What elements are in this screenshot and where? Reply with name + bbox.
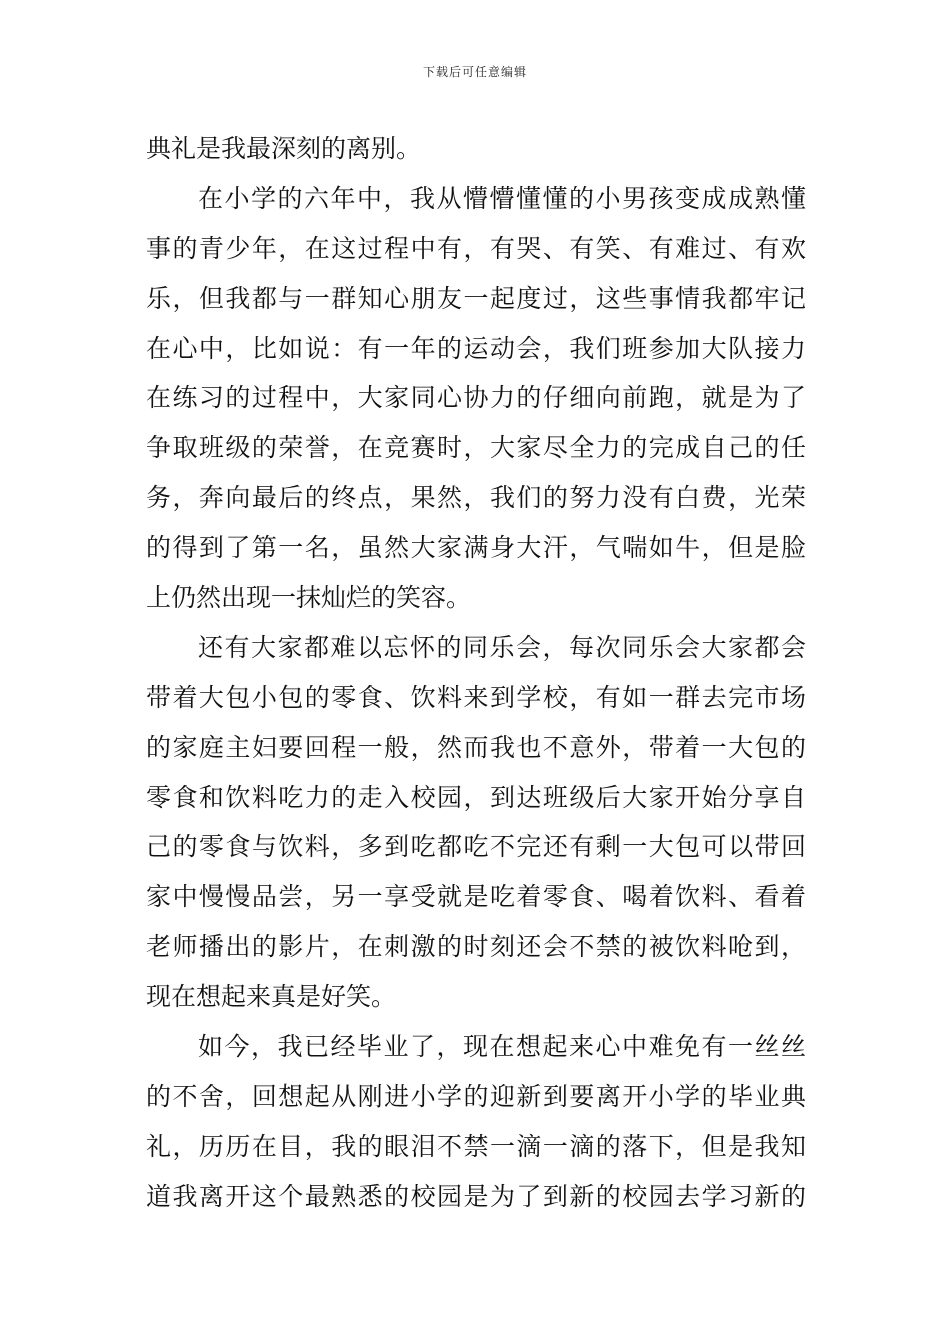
text-line: 还有大家都难以忘怀的同乐会，每次同乐会大家都会 — [198, 632, 806, 662]
text-line: 己的零食与饮料，多到吃都吃不完还有剩一大包可以带回 — [146, 832, 806, 862]
text-line: 在练习的过程中，大家同心协力的仔细向前跑，就是为了 — [146, 383, 806, 413]
text-line: 礼，历历在目，我的眼泪不禁一滴一滴的落下，但是我知 — [146, 1131, 806, 1161]
text-line: 如今，我已经毕业了，现在想起来心中难免有一丝丝 — [198, 1032, 806, 1062]
text-line: 在心中，比如说：有一年的运动会，我们班参加大队接力 — [146, 333, 806, 363]
text-line: 在小学的六年中，我从懵懵懂懂的小男孩变成成熟懂 — [198, 183, 806, 213]
text-line: 乐，但我都与一群知心朋友一起度过，这些事情我都牢记 — [146, 283, 806, 313]
text-line: 务，奔向最后的终点，果然，我们的努力没有白费，光荣 — [146, 483, 806, 513]
page-header: 下载后可任意编辑 — [422, 65, 527, 79]
text-line: 典礼是我最深刻的离别。 — [146, 134, 422, 163]
text-line: 带着大包小包的零食、饮料来到学校，有如一群去完市场 — [146, 682, 806, 712]
text-line: 道我离开这个最熟悉的校园是为了到新的校园去学习新的 — [146, 1181, 806, 1211]
text-line: 争取班级的荣誉，在竞赛时，大家尽全力的完成自己的任 — [146, 433, 806, 463]
text-line: 上仍然出现一抹灿烂的笑容。 — [146, 583, 472, 613]
text-line: 的不舍，回想起从刚进小学的迎新到要离开小学的毕业典 — [146, 1081, 806, 1111]
text-line: 事的青少年，在这过程中有，有哭、有笑、有难过、有欢 — [146, 233, 806, 263]
text-line: 的家庭主妇要回程一般，然而我也不意外，带着一大包的 — [146, 732, 806, 762]
text-line: 的得到了第一名，虽然大家满身大汗，气喘如牛，但是脸 — [146, 533, 806, 563]
text-line: 零食和饮料吃力的走入校园，到达班级后大家开始分享自 — [146, 782, 806, 812]
text-line: 老师播出的影片，在刺激的时刻还会不禁的被饮料呛到， — [146, 932, 806, 962]
document-body — [146, 124, 806, 1222]
text-line: 家中慢慢品尝，另一享受就是吃着零食、喝着饮料、看着 — [146, 882, 806, 912]
text-line: 现在想起来真是好笑。 — [146, 982, 397, 1012]
